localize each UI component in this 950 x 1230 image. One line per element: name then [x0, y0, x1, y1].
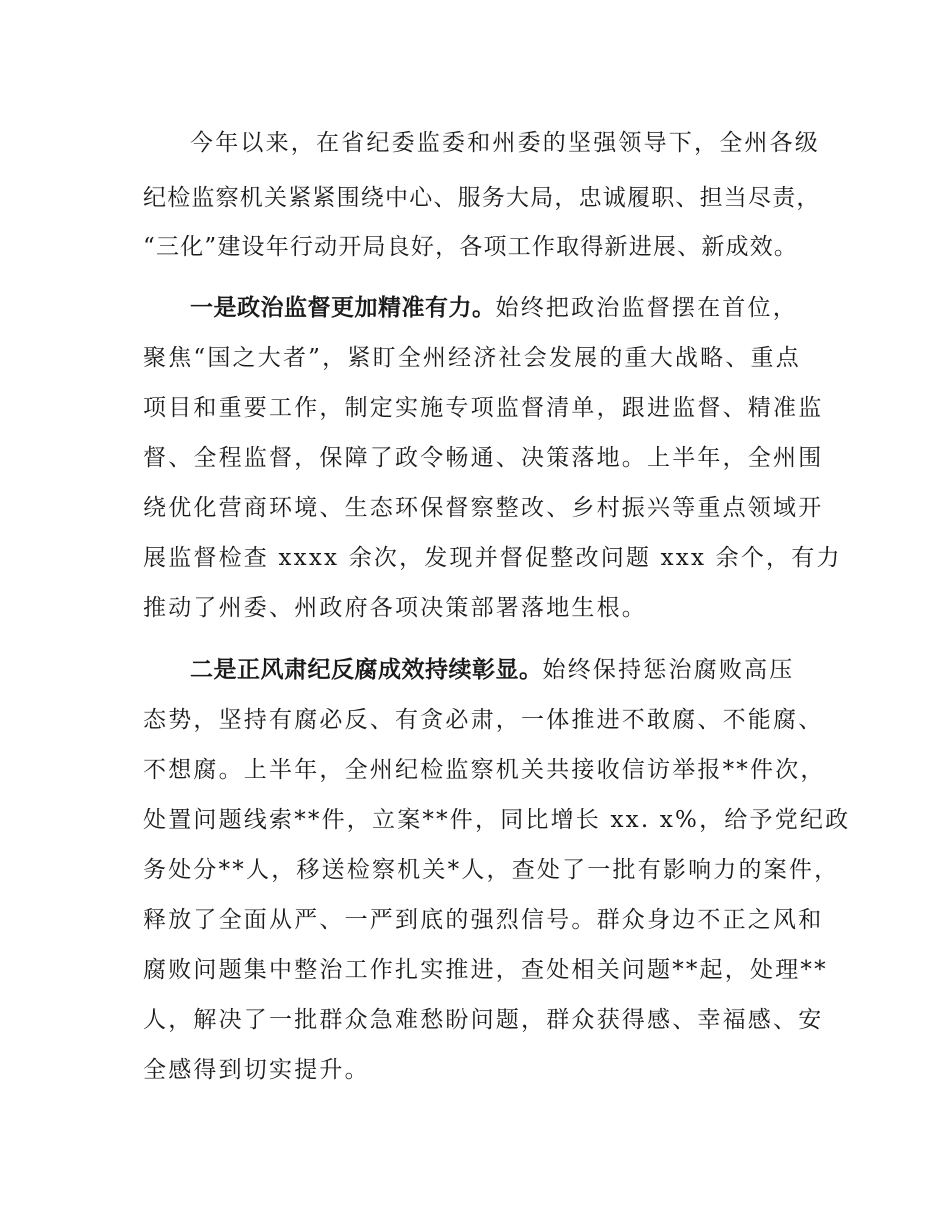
section1-first-line [190, 293, 845, 323]
section2-line-4: 处置问题线索**件，立案**件，同比增长 xx. x%，给予党纪政 [143, 807, 851, 833]
section1-line-4: 督、全程监督，保障了政令畅通、决策落地。上半年，全州围 [143, 445, 824, 471]
section2-heading: 二是正风肃纪反腐成效持续彰显。 [190, 657, 543, 683]
section2-line-3: 不想腐。上半年，全州纪检监察机关共接收信访举报**件次， [143, 757, 826, 783]
section2-line-7: 腐败问题集中整治工作扎实推进，查处相关问题**起，处理** [143, 957, 828, 983]
section2-line-8: 人，解决了一批群众急难愁盼问题，群众获得感、幸福感、安 [143, 1007, 824, 1033]
section1-line-7: 推动了州委、州政府各项决策部署落地生根。 [143, 595, 647, 621]
section2-line-6: 释放了全面从严、一严到底的强烈信号。群众身边不正之风和 [143, 907, 824, 933]
section1-line-6: 展监督检查 xxxx 余次，发现并督促整改问题 xxx 余个，有力 [143, 545, 842, 571]
intro-line-3: “三化”建设年行动开局良好，各项工作取得新进展、新成效。 [143, 234, 799, 260]
section2-line-5: 务处分**人，移送检察机关*人，查处了一批有影响力的案件， [143, 857, 840, 883]
section2-first-line-rest: 始终保持惩治腐败高压 [542, 657, 795, 683]
section1-heading: 一是政治监督更加精准有力。 [190, 295, 496, 321]
section1-first-line-rest: 始终把政治监督摆在首位， [495, 295, 798, 321]
intro-line-2: 纪检监察机关紧紧围绕中心、服务大局，忠诚履职、担当尽责， [143, 185, 821, 211]
section1-line-3: 项目和重要工作，制定实施专项监督清单，跟进监督、精准监 [143, 395, 824, 421]
section1-line-2: 聚焦“国之大者”，紧盯全州经济社会发展的重大战略、重点 [143, 345, 801, 371]
section2-first-line [190, 655, 845, 685]
intro-line-1: 今年以来，在省纪委监委和州委的坚强领导下，全州各级 [190, 130, 820, 156]
section2-line-2: 态势，坚持有腐必反、有贪必肃，一体推进不敢腐、不能腐、 [143, 707, 824, 733]
section1-line-5: 绕优化营商环境、生态环保督察整改、乡村振兴等重点领域开 [143, 495, 824, 521]
section2-line-9: 全感得到切实提升。 [143, 1057, 370, 1083]
